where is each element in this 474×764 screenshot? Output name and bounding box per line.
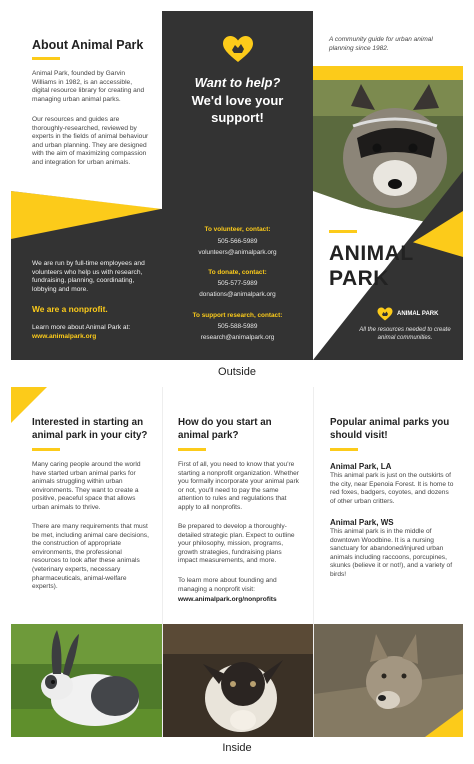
outside-left-panel — [11, 11, 162, 360]
about-title: About Animal Park — [32, 38, 144, 52]
brand-title — [329, 241, 414, 291]
about-para-2: Our resources and guides are thoroughly-researched, reviewed by experts in the fields of animal behaviour and urban planning. They are designed with the aim of maximizing compassion and integration for urban animals. — [32, 116, 149, 166]
brochure-inside — [11, 387, 463, 737]
inside-middle-panel — [162, 387, 313, 737]
volunteer-email[interactable]: volunteers@animalpark.org — [198, 249, 277, 256]
goat-photo — [163, 624, 313, 737]
inside-left-panel — [11, 387, 162, 737]
interested-para-1: Many caring people around the world have started urban animal parks for animals struggling within urban environments. They want to create a positive, peaceful space that allows urban animals to thrive. — [32, 461, 141, 511]
research-label: To support research, contact: — [192, 312, 283, 319]
support-heading — [162, 74, 313, 127]
park-la-desc: This animal park is just on the outskirts of the city, near Epenoia Forest. It is home to red foxes, badgers, coyotes, and dozens of other urban critters. — [330, 472, 454, 505]
outside-right-panel — [313, 11, 463, 360]
park-ws-desc: This animal park is in the middle of downtown Woodbine. It is a nursing sanctuary for abandoned/injured urban animals including raccoons, porcupines, skunks (believe it or not!), and a variety of birds! — [330, 528, 453, 578]
brand-line-2: PARK — [329, 267, 389, 290]
popular-rule — [330, 448, 358, 451]
team-para: We are run by full-time employees and volunteers who help us with research, fundraising, planning, coordinating, lobbying and more. — [32, 260, 145, 293]
interested-rule — [32, 448, 60, 451]
park-ws-name: Animal Park, WS — [330, 518, 394, 527]
how-start-para-3: To learn more about founding and managing a nonprofit visit: — [178, 577, 277, 593]
heart-paw-icon — [222, 35, 254, 63]
how-start-rule — [178, 448, 206, 451]
park-la-name: Animal Park, LA — [330, 462, 392, 471]
brochure-outside — [11, 11, 463, 360]
website-link[interactable]: www.animalpark.org — [32, 333, 97, 340]
rabbit-photo — [11, 624, 162, 737]
about-rule — [32, 57, 60, 60]
interested-para-2: There are many requirements that must be met, including animal care decisions, the construction of appropriate environments, the professional resources to look after these animals (veterinary experts, necessary pharmaceuticals, animal-welfare experts). — [32, 523, 149, 591]
learn-more-text: Learn more about Animal Park at: — [32, 324, 131, 331]
outside-middle-panel — [162, 11, 313, 360]
brand-subtitle: All the resources needed to create animal communities. — [359, 327, 451, 341]
heart-paw-icon — [377, 307, 393, 321]
support-heading-line-3: support! — [211, 110, 264, 125]
interested-title: Interested in starting an animal park in your city? — [32, 417, 148, 441]
tagline: A community guide for urban animal planning since 1982. — [329, 36, 433, 52]
popular-parks-title: Popular animal parks you should visit! — [330, 417, 450, 441]
donate-label: To donate, contact: — [208, 269, 267, 276]
brand-rule — [329, 230, 357, 233]
yellow-bar — [313, 66, 463, 80]
inside-right-panel — [313, 387, 463, 737]
donate-email[interactable]: donations@animalpark.org — [199, 291, 276, 298]
nonprofits-link[interactable]: www.animalpark.org/nonprofits — [178, 596, 277, 603]
outside-caption: Outside — [218, 366, 256, 378]
support-heading-line-2: We'd love your — [191, 92, 284, 108]
coyote-photo — [314, 624, 463, 737]
inside-caption: Inside — [222, 742, 252, 754]
support-heading-line-1: Want to help? — [194, 75, 281, 90]
volunteer-phone[interactable]: 505-566-5989 — [217, 238, 258, 245]
nonprofit-heading: We are a nonprofit. — [32, 304, 108, 314]
donate-phone[interactable]: 505-577-5989 — [217, 280, 258, 287]
volunteer-label: To volunteer, contact: — [204, 226, 271, 233]
how-start-title: How do you start an animal park? — [178, 417, 272, 441]
research-phone[interactable]: 505-588-5989 — [217, 323, 258, 330]
about-para-1: Animal Park, founded by Garvin Williams in 1982, is an accessible, digital resource library for creating and managing urban animal parks. — [32, 70, 145, 103]
brand-line-1: ANIMAL — [329, 242, 414, 265]
how-start-para-2: Be prepared to develop a thoroughly-detailed strategic plan. Expect to outline your philosophy, mission, programs, growth strategies, fundraising plans impact measurements, and more. — [178, 523, 295, 565]
logo-text: ANIMAL PARK — [397, 311, 439, 317]
how-start-para-1: First of all, you need to know that you're starting a nonprofit organization. Whether you formally incorporate your animal park or not, you'll need to pay the same attention to rules and regulations that apply to all nonprofits. — [178, 461, 299, 511]
research-email[interactable]: research@animalpark.org — [200, 334, 275, 341]
